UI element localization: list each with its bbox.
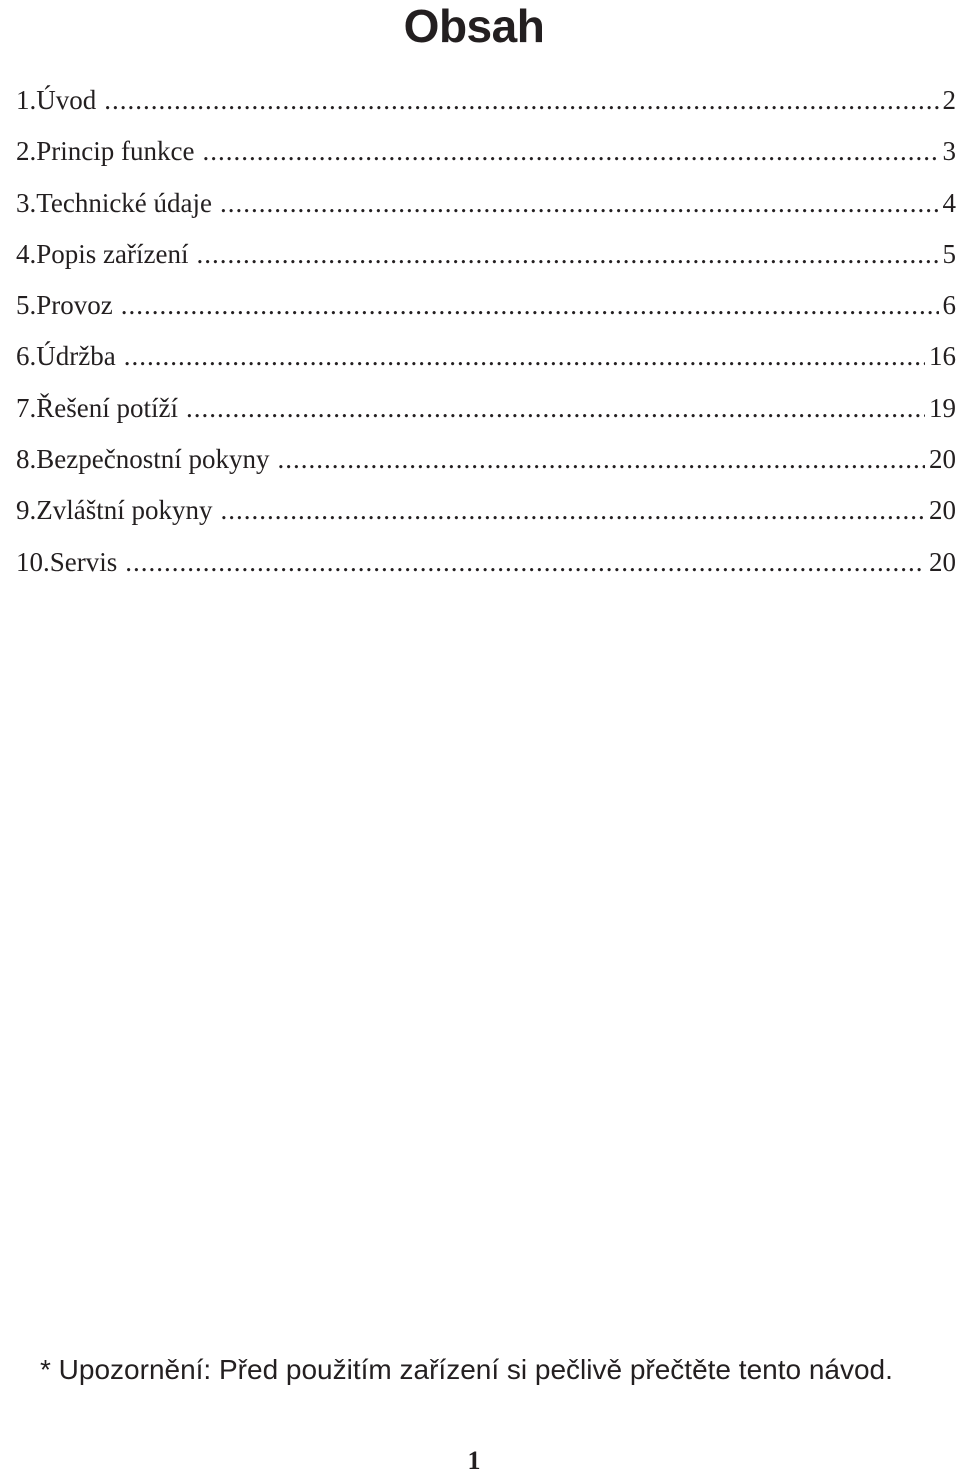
- toc-leader-dots: [104, 76, 938, 124]
- toc-entry-page: 2: [942, 85, 956, 115]
- toc-entry-number: 6.: [16, 341, 37, 372]
- toc-entry-number: 5.: [16, 290, 37, 321]
- toc-entry-label: Bezpečnostní pokyny: [36, 444, 270, 475]
- toc-entry: [16, 538, 956, 589]
- toc-entry-page: 16: [929, 341, 956, 372]
- table-of-contents: [16, 76, 956, 589]
- toc-entry-label: Úvod: [36, 85, 97, 115]
- toc-entry-label: Princip funkce: [36, 136, 195, 167]
- toc-entry-page: 20: [929, 495, 956, 526]
- toc-entry: [16, 332, 956, 383]
- toc-entry: [16, 486, 956, 537]
- toc-leader-dots: [220, 179, 938, 227]
- toc-leader-dots: [202, 127, 938, 175]
- toc-entry-label: Popis zařízení: [36, 238, 189, 269]
- toc-entry-number: 7.: [16, 392, 37, 423]
- page-title: Obsah: [403, 0, 545, 52]
- toc-entry: [16, 76, 956, 127]
- warning-note: * Upozornění: Před použitím zařízení si pečlivě přečtěte tento návod.: [40, 1354, 893, 1385]
- toc-entry-page: 3: [942, 136, 956, 167]
- toc-leader-dots: [196, 230, 938, 278]
- toc-entry-page: 4: [942, 187, 956, 218]
- toc-entry-number: 1.: [16, 85, 37, 115]
- toc-entry-number: 10.: [16, 546, 50, 577]
- toc-entry-page: 20: [929, 444, 956, 475]
- toc-leader-dots: [121, 281, 939, 329]
- toc-entry: [16, 435, 956, 486]
- toc-entry-number: 4.: [16, 238, 37, 269]
- toc-entry-number: 3.: [16, 187, 37, 218]
- toc-leader-dots: [186, 384, 925, 432]
- toc-entry-number: 2.: [16, 136, 37, 167]
- toc-entry: [16, 230, 956, 281]
- toc-entry: [16, 281, 956, 332]
- toc-entry-label: Servis: [49, 546, 118, 577]
- toc-leader-dots: [124, 332, 925, 380]
- toc-entry-page: 19: [929, 392, 956, 423]
- toc-leader-dots: [277, 435, 925, 483]
- page-number: 1: [467, 1446, 481, 1475]
- toc-entry: [16, 384, 956, 435]
- toc-entry-label: Zvláštní pokyny: [36, 495, 213, 526]
- toc-entry-number: 9.: [16, 495, 37, 526]
- toc-entry-page: 5: [942, 238, 956, 269]
- toc-entry-page: 6: [942, 290, 956, 321]
- toc-entry: [16, 127, 956, 178]
- toc-entry-label: Řešení potíží: [36, 392, 178, 423]
- toc-entry-label: Údržba: [36, 341, 116, 372]
- toc-leader-dots: [125, 538, 925, 586]
- toc-entry-number: 8.: [16, 444, 37, 475]
- toc-entry-label: Technické údaje: [36, 187, 213, 218]
- toc-entry: [16, 179, 956, 230]
- toc-entry-label: Provoz: [36, 290, 113, 321]
- toc-leader-dots: [221, 486, 926, 534]
- toc-entry-page: 20: [929, 546, 956, 577]
